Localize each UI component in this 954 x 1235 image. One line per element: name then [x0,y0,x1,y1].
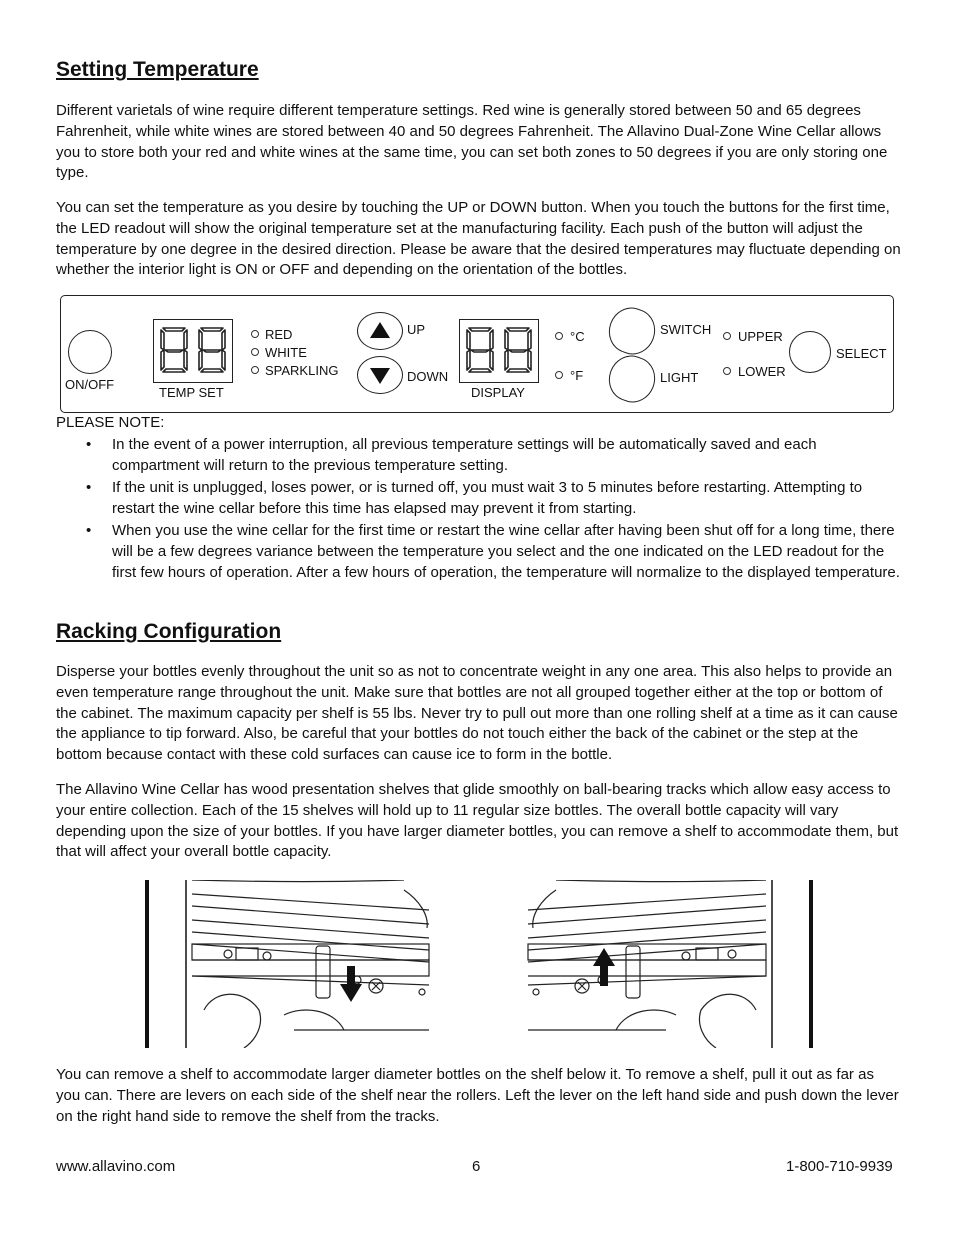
down-label: DOWN [407,369,449,384]
on-off-button [68,330,112,374]
bullet-icon: • [86,522,92,540]
down-arrow-icon [357,356,403,394]
down-button [357,356,403,394]
footer-website: www.allavino.com [56,1158,176,1175]
on-off-label: ON/OFF [65,377,115,392]
list-item-text: When you use the wine cellar for the first time or restart the wine cellar after having been shut off for a long time, there will be a few degrees variance between the temperature you select and the one indicated on the LED readout for the first few hours of operation. After a few hours of operation, the temperature will normalize to the displayed temperature. [112,522,900,581]
white-indicator-icon [251,348,259,356]
up-arrow-icon [357,312,403,350]
upper-indicator-icon [723,332,731,340]
footer-phone: 1-800-710-9939 [786,1158,893,1175]
temp-set-digits-icon [154,320,234,384]
fahrenheit-label: °F [570,368,584,383]
shelf-lever-up-illustration [526,880,816,1048]
bullet-icon: • [86,479,92,497]
temp-set-label: TEMP SET [159,385,224,400]
up-label: UP [407,322,426,337]
list-item-text: If the unit is unplugged, loses power, or is turned off, you must wait 3 to 5 minutes before restarting. Attempting to restart the wine cellar before this time has elapsed may prevent it from starting. [112,479,863,517]
lower-indicator-icon [723,367,731,375]
setting-temperature-heading: Setting Temperature [56,58,259,81]
switch-button [603,302,662,361]
shelf-lever-down-illustration [144,880,434,1048]
sparkling-indicator-icon [251,366,259,374]
racking-paragraph-1: Disperse your bottles evenly throughout the unit so as not to concentrate weight in any one area. This also helps to provide an even temperature range throughout the unit. Make sure that bottles are not all grouped together either at the top or bottom of the cabinet. The maximum capacity per shelf is 55 lbs. Never try to pull out more than one rolling shelf at a time as it can cause the appliance to tip forward. Also, be careful that your bottles do not touch either the back of the cabinet or the step at the bottom because contact with these cold surfaces can cause ice to form in the bottle. [56,663,898,764]
upper-label: UPPER [738,329,783,344]
celsius-label: °C [570,329,585,344]
list-item [56,435,901,477]
note-list [56,435,901,585]
setting-paragraph-2: You can set the temperature as you desire by touching the UP or DOWN button. When you touch the buttons for the first time, the LED readout will show the original temperature set at the manufacturing facility. Each push of the button will adjust the temperature by one degree in the desired direction. Please be aware that the desired temperatures may fluctuate depending on whether the interior light is ON or OFF and depending on the orientation of the bottles. [56,199,901,279]
light-label: LIGHT [660,370,699,385]
fahrenheit-indicator-icon [555,371,563,379]
bullet-icon: • [86,436,92,453]
light-button [603,350,662,409]
display-digits-icon [460,320,540,384]
list-item-text: In the event of a power interruption, all previous temperature settings will be automatically saved and each compartment will return to the previous temperature setting. [112,436,817,474]
switch-label: SWITCH [660,322,712,337]
control-panel-diagram [60,295,894,413]
red-indicator-icon [251,330,259,338]
select-label: SELECT [836,346,887,361]
lower-label: LOWER [738,364,786,379]
footer-page-number: 6 [472,1158,481,1175]
temp-set-display [153,319,233,383]
setting-paragraph-1: Different varietals of wine require different temperature settings. Red wine is generally stored between 50 and 65 degrees Fahrenheit, while white wines are stored between 40 and 50 degrees Fahrenheit. The Allavino Dual-Zone Wine Cellar allows you to store both your red and white wines at the same time, you can set both zones to 50 degrees if you are only storing one type. [56,102,888,182]
racking-configuration-heading: Racking Configuration [56,620,282,643]
racking-paragraph-2: The Allavino Wine Cellar has wood presentation shelves that glide smoothly on ball-bearing tracks which allow easy access to your entire collection. Each of the 15 shelves will hold up to 11 regular size bottles. The overall bottle capacity will vary depending upon the size of your bottles. If you have larger diameter bottles, you can remove a shelf to accommodate them, but that will affect your overall bottle capacity. [56,781,899,861]
select-button [789,331,831,373]
temperature-display [459,319,539,383]
list-item [56,521,901,583]
please-note-label: PLEASE NOTE: [56,414,165,431]
list-item [56,478,901,520]
racking-paragraph-3: You can remove a shelf to accommodate larger diameter bottles on the shelf below it. To remove a shelf, pull it out as far as you can. There are levers on each side of the shelf near the rollers. Left the lever on the left hand side and push down the lever on the right hand side to remove the shelf from the tracks. [56,1066,899,1125]
display-label: DISPLAY [471,385,525,400]
red-label: RED [265,327,293,342]
sparkling-label: SPARKLING [265,363,339,378]
celsius-indicator-icon [555,332,563,340]
white-label: WHITE [265,345,307,360]
up-button [357,312,403,350]
